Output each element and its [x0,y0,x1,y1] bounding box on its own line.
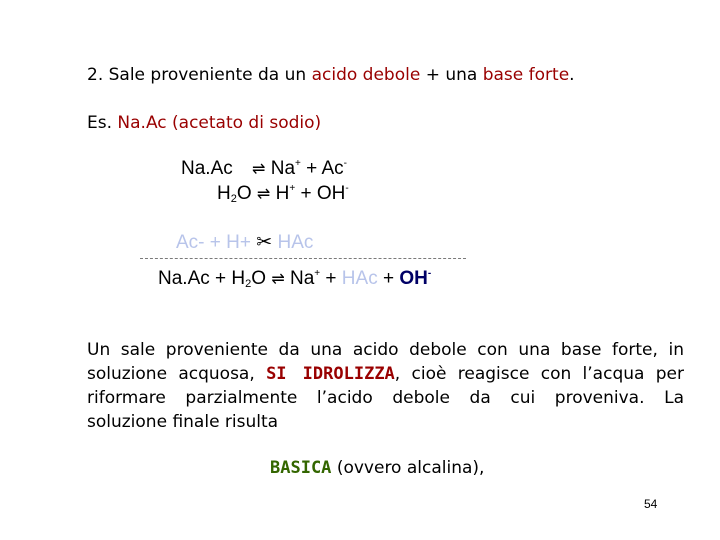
eq4-two: 2 [245,278,252,290]
eq4-oh: OH [399,268,428,289]
eq4-minus-sign: - [427,268,432,279]
heading-acid: acido debole [311,65,421,85]
example-name: Na.Ac (acetato di sodio) [117,113,322,133]
paragraph-line-1: Un sale proveniente da una acido debole con una base forte, in [87,340,684,360]
equation-water-ionization [217,183,349,205]
eq4-plus2: + [377,268,400,289]
equation-dissociation-salt [181,158,347,180]
eq4-na: Na [290,268,315,289]
basica-highlight: BASICA [270,458,332,478]
eq4-plus1: + [320,268,342,289]
page-number: 54 [644,497,658,511]
heading-line [87,65,575,85]
paragraph-line-3: riformare parzialmente l’acido debole da cui proveniva. La [87,388,684,408]
eq3-left: Ac- + H+ [176,232,251,253]
equilibrium-arrow-icon: ⇌ [256,186,271,203]
eq3-right: HAc [277,232,314,253]
eq1-plus-sign: + [295,158,301,169]
equation-acetate-protonation [176,231,313,254]
eq2-mid: + OH [295,183,346,204]
eq2-o: O [236,183,252,204]
eq2-h: H [217,183,231,204]
heading-suffix: . [569,65,575,85]
eq2-hplus: H [275,183,290,204]
eq1-left: Na.Ac [181,158,233,179]
paragraph-line-2-a: soluzione acquosa, [87,364,267,384]
eq1-na: Na [270,158,296,179]
eq4-left-a: Na.Ac + H [158,268,246,289]
explanation-paragraph [87,338,684,434]
eq4-hac: HAc [341,268,378,289]
example-line [87,113,321,133]
paragraph-line-2-b: , cioè reagisce con l’acqua per [394,364,684,384]
paragraph-line-4: soluzione finale risulta [87,412,279,432]
eq2-minus-sign: - [345,183,349,194]
example-prefix: Es. [87,113,118,133]
eq4-plus-sign: + [314,268,321,279]
heading-prefix: 2. Sale proveniente da un [87,65,312,85]
heading-mid: + una [420,65,483,85]
heading-base: base forte [482,65,570,85]
conclusion-rest: (ovvero alcalina), [331,458,485,478]
eq1-mid: + Ac [300,158,344,179]
equilibrium-arrow-icon: ⇌ [252,161,266,178]
scissors-icon: ✂ [256,232,273,253]
equation-overall-hydrolysis [158,268,431,290]
eq2-plus-sign: + [289,183,296,194]
conclusion-line [270,458,484,478]
eq2-two: 2 [230,193,237,205]
paragraph-line-2 [87,362,684,386]
equilibrium-arrow-icon: ⇌ [271,271,285,288]
hydrolysis-highlight: SI IDROLIZZA [266,364,395,384]
eq1-minus-sign: - [343,158,347,169]
eq4-left-b: O [251,268,267,289]
summation-line [140,258,466,259]
